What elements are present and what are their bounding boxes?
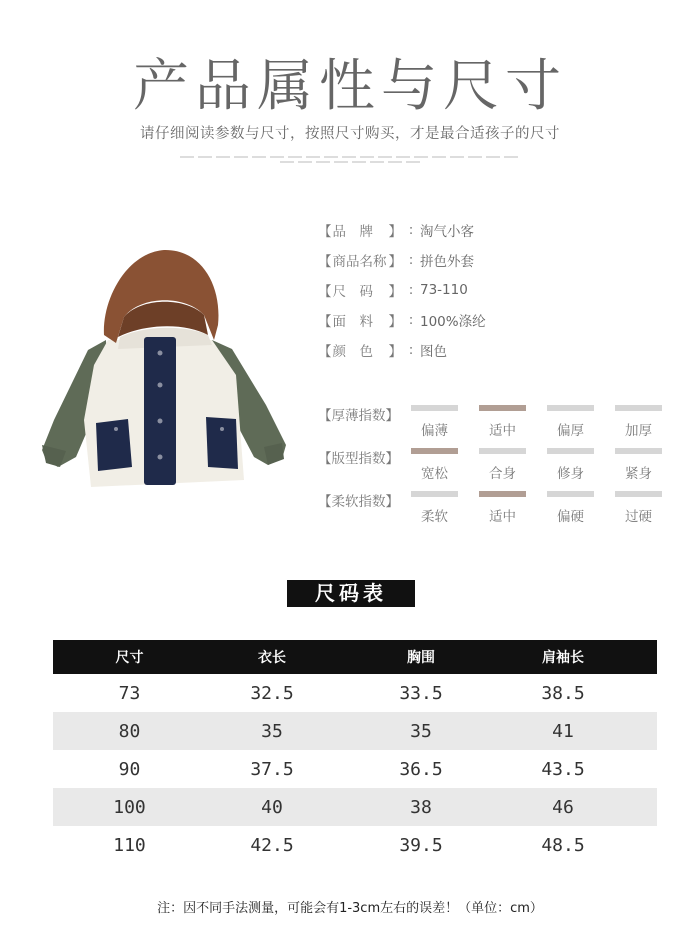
table-cell: 80 bbox=[118, 720, 141, 742]
decorative-faint-text bbox=[180, 153, 520, 167]
attr-value: 图色 bbox=[420, 344, 447, 360]
index-option: 修身 bbox=[547, 448, 594, 482]
table-cell: 36.5 bbox=[399, 758, 443, 780]
table-cell: 90 bbox=[118, 758, 141, 780]
table-cell: 33.5 bbox=[399, 682, 443, 704]
column-header: 衣长 bbox=[258, 650, 286, 666]
product-image-jacket bbox=[36, 245, 290, 495]
index-option: 紧身 bbox=[615, 448, 662, 482]
attr-row-size: 【 尺 码 】 : 73-110 bbox=[318, 282, 468, 300]
index-option-selected: 宽松 bbox=[411, 448, 458, 482]
table-cell: 35 bbox=[410, 720, 432, 742]
index-option: 加厚 bbox=[615, 405, 662, 439]
table-cell: 35 bbox=[261, 720, 283, 742]
product-attributes bbox=[318, 215, 486, 365]
index-label: 【版型指数】 bbox=[318, 451, 399, 467]
attr-value: 拼色外套 bbox=[420, 254, 474, 270]
table-cell: 110 bbox=[113, 834, 146, 856]
page-subtitle: 请仔细阅读参数与尺寸，按照尺寸购买，才是最合适孩子的尺寸 bbox=[140, 126, 560, 142]
index-option: 过硬 bbox=[615, 491, 662, 525]
measurement-note: 注：因不同手法测量，可能会有1-3cm左右的误差！（单位：cm） bbox=[157, 901, 543, 916]
size-table bbox=[53, 640, 657, 864]
index-option: 柔软 bbox=[411, 491, 458, 525]
attr-key: 【 品 牌 】 bbox=[318, 224, 402, 240]
index-option: 偏厚 bbox=[547, 405, 594, 439]
attr-key: 【 商品名称 】 bbox=[318, 254, 402, 270]
index-option-selected: 适中 bbox=[479, 491, 526, 525]
index-option-selected: 适中 bbox=[479, 405, 526, 439]
index-option: 偏硬 bbox=[547, 491, 594, 525]
attr-key: 【 尺 码 】 bbox=[318, 284, 402, 300]
attr-row-brand: 【 品 牌 】 : 淘气小客 bbox=[318, 222, 474, 240]
table-cell: 38 bbox=[410, 796, 432, 818]
attr-row-name: 【 商品名称 】 : 拼色外套 bbox=[318, 252, 474, 270]
attr-key: 【 面 料 】 bbox=[318, 314, 402, 330]
table-cell: 40 bbox=[261, 796, 283, 818]
index-option: 合身 bbox=[479, 448, 526, 482]
column-header: 尺寸 bbox=[115, 650, 144, 666]
attr-key: 【 颜 色 】 bbox=[318, 344, 402, 360]
table-row bbox=[53, 750, 657, 788]
table-cell: 46 bbox=[552, 796, 574, 818]
table-cell: 100 bbox=[113, 796, 146, 818]
table-cell: 43.5 bbox=[541, 758, 585, 780]
table-row bbox=[53, 674, 657, 712]
table-cell: 41 bbox=[552, 720, 574, 742]
index-label: 【柔软指数】 bbox=[318, 494, 399, 510]
table-cell: 42.5 bbox=[250, 834, 294, 856]
table-cell: 48.5 bbox=[541, 834, 585, 856]
attr-value: 73-110 bbox=[420, 282, 468, 298]
table-row bbox=[53, 712, 657, 750]
index-label: 【厚薄指数】 bbox=[318, 408, 399, 424]
table-header-row bbox=[53, 640, 657, 674]
table-cell: 73 bbox=[118, 682, 141, 704]
table-cell: 38.5 bbox=[541, 682, 585, 704]
table-row bbox=[53, 788, 657, 826]
attr-value: 100%涤纶 bbox=[420, 314, 486, 330]
table-row bbox=[53, 826, 657, 864]
table-cell: 39.5 bbox=[399, 834, 443, 856]
attr-row-color: 【 颜 色 】 : 图色 bbox=[318, 342, 447, 360]
index-option: 偏薄 bbox=[411, 405, 458, 439]
page-title: 产品属性与尺寸 bbox=[133, 54, 567, 119]
size-chart-title: 尺码表 bbox=[287, 580, 415, 607]
table-cell: 32.5 bbox=[250, 682, 294, 704]
table-cell: 37.5 bbox=[250, 758, 294, 780]
column-header: 胸围 bbox=[407, 650, 435, 666]
attr-value: 淘气小客 bbox=[420, 224, 474, 240]
attr-row-fabric: 【 面 料 】 : 100%涤纶 bbox=[318, 312, 486, 330]
column-header: 肩袖长 bbox=[542, 650, 584, 666]
